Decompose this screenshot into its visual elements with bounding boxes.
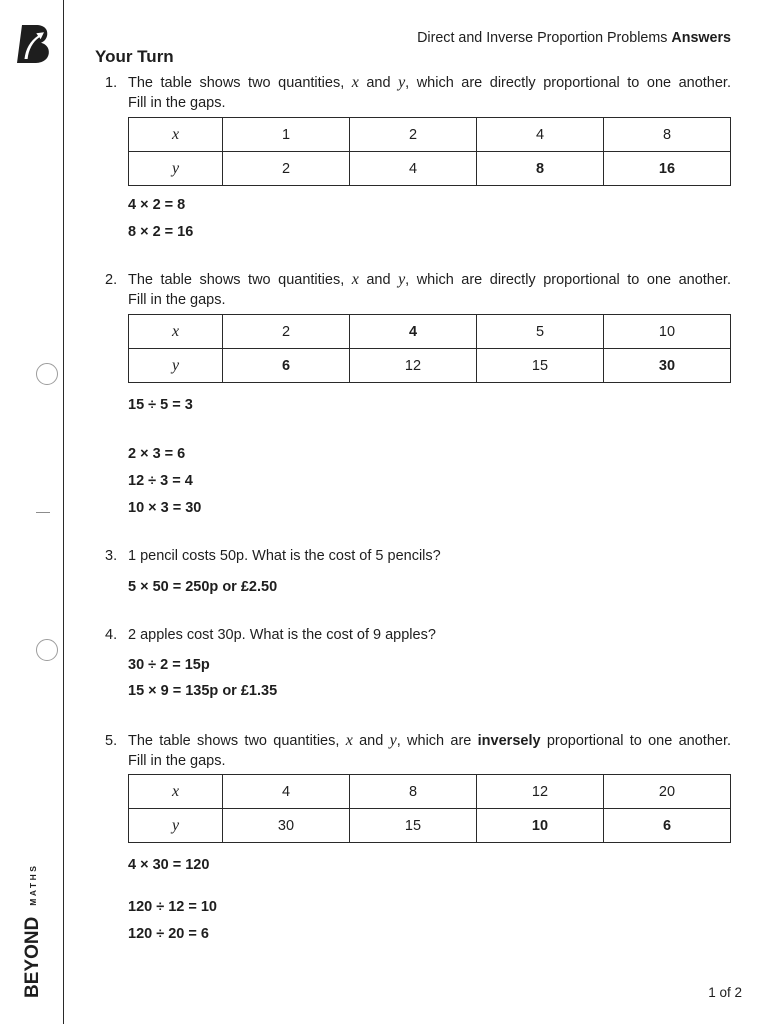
prompt-text: The table shows two quantities, — [128, 733, 346, 749]
page-indicator: 1 of 2 — [708, 985, 742, 1000]
question-number: 2. — [105, 272, 118, 288]
section-title: Your Turn — [95, 47, 174, 66]
table-row-y — [129, 152, 731, 186]
variable-x: x — [345, 732, 353, 749]
brand-wordmark — [24, 864, 42, 998]
proportion-table — [128, 314, 731, 383]
question-text: 1 pencil costs 50p. What is the cost of 5 pencils? — [128, 548, 441, 564]
working-line: 12 ÷ 3 = 4 — [128, 473, 193, 489]
header-emphasis: Answers — [671, 30, 731, 46]
working-line: 8 × 2 = 16 — [128, 224, 194, 240]
logo-icon — [16, 24, 50, 64]
question-instruction: Fill in the gaps. — [128, 95, 226, 111]
prompt-text: , which are — [396, 733, 478, 749]
table-cell: 8 — [477, 152, 604, 186]
table-cell: 4 — [223, 775, 350, 809]
table-cell: 2 — [223, 152, 350, 186]
table-row-x — [129, 118, 731, 152]
working-line: 30 ÷ 2 = 15p — [128, 657, 210, 673]
question-prompt — [128, 731, 731, 751]
table-cell: 2 — [350, 118, 477, 152]
row-label: y — [129, 152, 223, 186]
working-line: 15 × 9 = 135p or £1.35 — [128, 683, 278, 699]
table-cell: 8 — [604, 118, 731, 152]
working-line: 15 ÷ 5 = 3 — [128, 397, 193, 413]
question-instruction: Fill in the gaps. — [128, 753, 226, 769]
table-cell: 5 — [477, 315, 604, 349]
question-instruction: Fill in the gaps. — [128, 292, 226, 308]
working-line: 2 × 3 = 6 — [128, 446, 186, 462]
prompt-text: and — [358, 75, 399, 91]
table-row-x — [129, 315, 731, 349]
working-line: 4 × 30 = 120 — [128, 857, 210, 873]
question-number: 1. — [105, 75, 118, 91]
variable-x: x — [351, 271, 359, 288]
working-line: 5 × 50 = 250p or £2.50 — [128, 579, 278, 595]
question-text: 2 apples cost 30p. What is the cost of 9 apples? — [128, 627, 436, 643]
table-cell: 4 — [477, 118, 604, 152]
table-row-y — [129, 809, 731, 843]
question-number: 3. — [105, 548, 118, 564]
brand-tag: MATHS — [28, 863, 38, 906]
table-cell: 6 — [223, 349, 350, 383]
working-line: 120 ÷ 12 = 10 — [128, 899, 217, 915]
prompt-text: proportional to one another. — [540, 733, 732, 749]
brand-name: BEYOND — [22, 916, 43, 998]
table-cell: 30 — [604, 349, 731, 383]
working-line: 4 × 2 = 8 — [128, 197, 186, 213]
table-cell: 30 — [223, 809, 350, 843]
table-cell: 15 — [477, 349, 604, 383]
row-label: y — [129, 809, 223, 843]
table-cell: 12 — [350, 349, 477, 383]
table-cell: 10 — [604, 315, 731, 349]
table-cell: 4 — [350, 315, 477, 349]
table-cell: 4 — [350, 152, 477, 186]
question-number: 5. — [105, 733, 118, 749]
variable-y: y — [398, 74, 406, 91]
prompt-text: The table shows two quantities, — [128, 272, 352, 288]
prompt-text: , which are directly proportional to one another. — [405, 75, 731, 91]
variable-y: y — [389, 732, 397, 749]
row-label: y — [129, 349, 223, 383]
table-cell: 1 — [223, 118, 350, 152]
row-label: x — [129, 775, 223, 809]
header-title: Direct and Inverse Proportion Problems — [417, 30, 668, 46]
table-cell: 12 — [477, 775, 604, 809]
emphasis-word: inversely — [477, 733, 541, 749]
table-cell: 16 — [604, 152, 731, 186]
proportion-table — [128, 774, 731, 843]
question-prompt — [128, 270, 731, 290]
document-header — [417, 28, 731, 48]
row-label: x — [129, 118, 223, 152]
table-row-x — [129, 775, 731, 809]
question-text — [128, 270, 731, 310]
variable-y: y — [398, 271, 406, 288]
working-line: 120 ÷ 20 = 6 — [128, 926, 209, 942]
prompt-text: and — [352, 733, 390, 749]
table-cell: 6 — [604, 809, 731, 843]
table-cell: 8 — [350, 775, 477, 809]
punch-hole-marker — [36, 363, 58, 385]
table-cell: 15 — [350, 809, 477, 843]
question-prompt — [128, 73, 731, 93]
fold-mark — [36, 512, 50, 513]
question-text — [128, 731, 731, 771]
question-text — [128, 73, 731, 113]
table-cell: 2 — [223, 315, 350, 349]
row-label: x — [129, 315, 223, 349]
prompt-text: The table shows two quantities, — [128, 75, 352, 91]
proportion-table — [128, 117, 731, 186]
table-cell: 20 — [604, 775, 731, 809]
prompt-text: and — [358, 272, 399, 288]
punch-hole-marker — [36, 639, 58, 661]
variable-x: x — [351, 74, 359, 91]
working-line: 10 × 3 = 30 — [128, 500, 202, 516]
prompt-text: , which are directly proportional to one another. — [405, 272, 731, 288]
table-cell: 10 — [477, 809, 604, 843]
table-row-y — [129, 349, 731, 383]
margin-rule — [63, 0, 64, 1024]
question-number: 4. — [105, 627, 118, 643]
